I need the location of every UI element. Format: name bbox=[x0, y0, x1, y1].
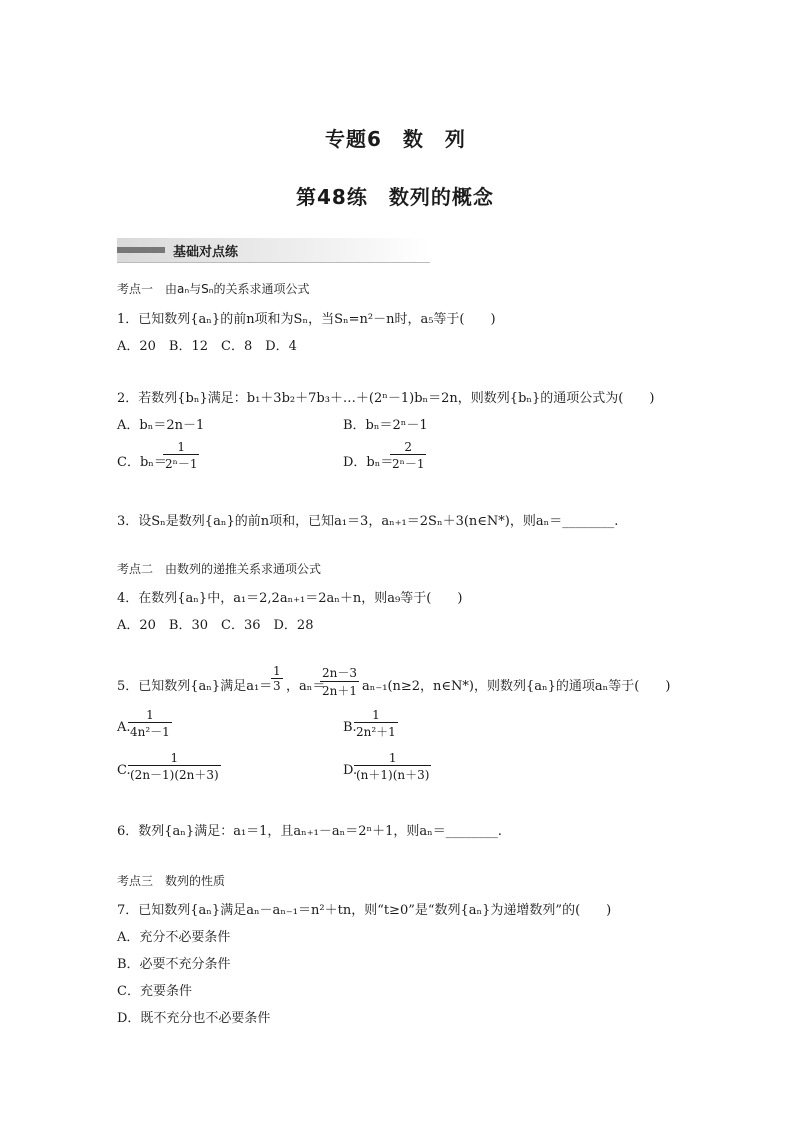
banner-label: 基础对点练 bbox=[173, 245, 239, 260]
fraction-denominator: 2ⁿ－1 bbox=[163, 454, 199, 472]
fraction-denominator: 4n²－1 bbox=[128, 722, 172, 740]
fraction-numerator: 2n－3 bbox=[322, 666, 357, 680]
page-subtitle: 第48练 数列的概念 bbox=[296, 185, 494, 209]
question-5-stem-part3: aₙ₋₁(n≥2，n∈N*)，则数列{aₙ}的通项aₙ等于( ) bbox=[362, 679, 671, 694]
question-5-option-b-label: B. bbox=[343, 720, 357, 735]
question-2-option-a: A．bₙ＝2n－1 bbox=[117, 418, 205, 433]
fraction-denominator: 2n＋1 bbox=[320, 681, 359, 699]
fraction-denominator: 2n²＋1 bbox=[354, 722, 398, 740]
question-5-option-a-fraction bbox=[128, 708, 172, 740]
question-7-option-a: A．充分不必要条件 bbox=[117, 930, 231, 945]
question-5-option-a-label: A. bbox=[117, 720, 131, 735]
section-banner bbox=[117, 238, 430, 263]
question-2-option-b: B．bₙ＝2ⁿ－1 bbox=[343, 418, 428, 433]
fraction-denominator: 3 bbox=[273, 679, 281, 693]
section-heading-1: 考点一 由aₙ与Sₙ的关系求通项公式 bbox=[117, 282, 310, 296]
question-2-option-c-fraction bbox=[163, 440, 199, 472]
question-1-stem: 1．已知数列{aₙ}的前n项和为Sₙ，当Sₙ=n²－n时，a₅等于( ) bbox=[117, 312, 496, 327]
question-5-option-d-fraction bbox=[354, 751, 431, 783]
fraction-denominator: (2n－1)(2n＋3) bbox=[128, 765, 221, 783]
question-6-stem: 6．数列{aₙ}满足：a₁＝1，且aₙ₊₁－aₙ＝2ⁿ＋1，则aₙ＝________. bbox=[117, 824, 502, 839]
fraction-numerator: 1 bbox=[273, 664, 281, 678]
question-7-option-b: B．必要不充分条件 bbox=[117, 957, 231, 972]
section-heading-3: 考点三 数列的性质 bbox=[117, 874, 226, 888]
question-5-option-d-label: D. bbox=[343, 763, 358, 778]
question-7-option-d: D．既不充分也不必要条件 bbox=[117, 1011, 271, 1026]
fraction-numerator: 1 bbox=[177, 440, 186, 454]
section-heading-2: 考点二 由数列的递推关系求通项公式 bbox=[117, 562, 322, 576]
fraction-denominator: (n＋1)(n＋3) bbox=[354, 765, 431, 783]
question-7-stem: 7．已知数列{aₙ}满足aₙ－aₙ₋₁＝n²＋tn，则“t≥0”是“数列{aₙ}为递增数列”的( ) bbox=[117, 903, 612, 918]
page-title: 专题6 数 列 bbox=[325, 127, 466, 151]
fraction-numerator: 1 bbox=[170, 751, 179, 765]
question-5-option-c-label: C. bbox=[117, 763, 131, 778]
question-2-option-d-prefix: D．bₙ＝ bbox=[343, 455, 394, 470]
question-5-stem-part1: 5．已知数列{aₙ}满足a₁＝ bbox=[117, 679, 273, 694]
question-5-option-b-fraction bbox=[354, 708, 398, 740]
fraction-denominator: 2ⁿ－1 bbox=[390, 454, 426, 472]
banner-bar bbox=[117, 247, 165, 253]
question-1-options: A．20 B．12 C．8 D．4 bbox=[117, 339, 297, 354]
question-5-fraction-a1 bbox=[271, 664, 283, 693]
question-2-stem: 2．若数列{bₙ}满足：b₁＋3b₂＋7b₃＋…＋(2ⁿ－1)bₙ＝2n，则数列{bₙ}的通项公式为( ) bbox=[117, 391, 655, 406]
fraction-numerator: 1 bbox=[372, 708, 380, 722]
fraction-numerator: 1 bbox=[146, 708, 154, 722]
question-4-stem: 4．在数列{aₙ}中，a₁＝2,2aₙ₊₁＝2aₙ＋n，则a₉等于( ) bbox=[117, 591, 463, 606]
question-3-stem: 3．设Sₙ是数列{aₙ}的前n项和，已知a₁＝3，aₙ₊₁＝2Sₙ＋3(n∈N*)，则aₙ＝________. bbox=[117, 514, 619, 529]
question-7-option-c: C．充要条件 bbox=[117, 984, 192, 999]
question-5-option-c-fraction bbox=[128, 751, 221, 783]
question-4-options: A．20 B．30 C．36 D．28 bbox=[117, 618, 314, 633]
question-2-option-c-prefix: C．bₙ＝ bbox=[117, 455, 167, 470]
question-2-option-d-fraction bbox=[390, 440, 426, 472]
question-5-stem-part2: ，aₙ＝ bbox=[286, 679, 326, 694]
fraction-numerator: 1 bbox=[388, 751, 397, 765]
question-5-fraction-ratio bbox=[320, 664, 359, 699]
fraction-numerator: 2 bbox=[404, 440, 413, 454]
